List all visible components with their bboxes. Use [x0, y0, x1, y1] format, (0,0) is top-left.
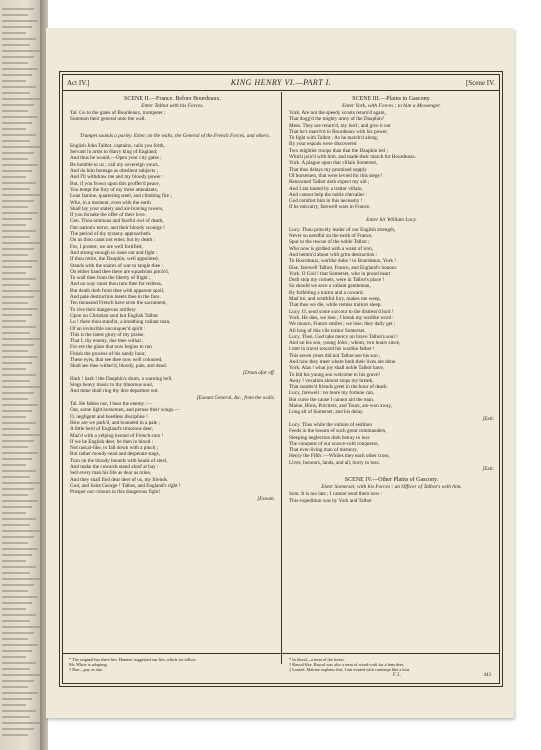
facing-page-text-line — [2, 392, 34, 394]
facing-page-text-line — [2, 590, 28, 592]
verse-block — [66, 143, 279, 370]
footnote: † Due—pay as due. — [69, 667, 103, 673]
facing-page-text-line — [2, 518, 36, 520]
verse-line: Which join'd with him, and made their march for Bourdeaux. — [289, 154, 416, 161]
facing-page-text-line — [2, 476, 30, 478]
facing-page-text-line — [2, 650, 32, 652]
verse-line: Doth stop my cornets, were in Talbot's place ! — [289, 277, 385, 284]
facing-page-text-line — [2, 698, 32, 700]
verse-line: Ten thousand French have ta'en the sacrament, — [70, 300, 167, 307]
facing-page-text-line — [2, 488, 34, 490]
verse-block — [66, 110, 279, 123]
facing-page-text-line — [2, 104, 34, 106]
verse-line: If he miscarry, farewell wars in France. — [289, 204, 371, 211]
facing-page-text-line — [2, 512, 26, 514]
verse-line: Renowned Talbot doth expect my aid ; — [289, 179, 370, 186]
verse-line: So should we save a valiant gentleman, — [289, 283, 371, 290]
facing-page-text-line — [2, 716, 30, 718]
verse-line: Lucy, farewell : no more my fortune can, — [289, 390, 375, 397]
stage-exit: [Exeunt. — [257, 495, 275, 502]
facing-page-text-line — [2, 344, 34, 346]
facing-page-text-line — [2, 668, 30, 670]
verse-line: Sleeping neglection doth betray to loss — [289, 434, 370, 441]
running-header — [63, 75, 499, 91]
verse-line: English John Talbot, captains, calls you forth, — [70, 142, 165, 149]
facing-page-text-line — [2, 218, 32, 220]
facing-page-text-line — [2, 596, 38, 598]
facing-page-text-line — [2, 680, 34, 682]
facing-page-text-line — [2, 626, 40, 628]
stage-entry: Enter York, with Forces ; to him a Messenger. — [342, 103, 441, 109]
facing-page-text-line — [2, 578, 40, 580]
verse-line: For ere the glass that now begins to run — [70, 344, 152, 351]
verse-line: York. A plague upon that villain Somerset, — [289, 160, 378, 167]
verse-line: York. Are not the speedy scouts return'd again, — [289, 110, 386, 116]
verse-line: This seven years did not Talbot see his son ; — [289, 352, 381, 359]
footnote: † Rascal-like. Rascal was also a term of wood-craft for a lean deer. — [289, 662, 405, 668]
facing-page-text-line — [2, 422, 36, 424]
verse-line: Gen. Thou ominous and fearful owl of death, — [70, 218, 164, 225]
footnotes-left — [69, 657, 269, 673]
facing-page-text-line — [2, 170, 32, 172]
facing-page-text-line — [2, 734, 28, 736]
verse-line: That I, thy enemy, due thee withal ; — [70, 338, 144, 345]
stage-entry: Enter Somerset, with his Forces ; an Officer of Talbot's with him. — [321, 484, 462, 491]
facing-page-text-line — [2, 284, 30, 286]
facing-page-text-line — [2, 410, 32, 412]
facing-page-text-line — [2, 374, 36, 376]
verse-line: But death doth front thee with apparent spoil, — [70, 287, 165, 294]
facing-page-text-line — [2, 674, 40, 676]
facing-page-text-line — [2, 272, 26, 274]
verse-line: Stands with the snares of war to tangle thee : — [70, 262, 163, 269]
verse-line: Two mightier troops than that the Dauphin led ; — [289, 147, 388, 154]
facing-page-text-line — [2, 62, 28, 64]
book-page — [46, 28, 514, 718]
facing-page-text-line — [2, 146, 40, 148]
facing-page-text-line — [2, 458, 32, 460]
facing-page-text-line — [2, 134, 36, 136]
verse-line: And pale destruction meets thee in the face. — [70, 294, 161, 301]
stage-direction: Trumpet sounds a parley. Enter, on the walls, the General of the French Forces, and others. — [80, 132, 271, 139]
verse-line: The conquest of our scarce-cold conqueror, — [289, 440, 379, 447]
facing-page-text-line — [2, 530, 40, 532]
verse-line: By forfeiting a traitor and a coward. — [289, 289, 364, 296]
facing-page-text-line — [2, 710, 36, 712]
verse-line: Feeds in the bosom of such great commanders, — [289, 428, 387, 435]
verse-line: But rather moody-mad and desperate stags, — [70, 451, 160, 458]
stage-entry: Enter Talbot with his Forces. — [141, 103, 204, 109]
facing-page-text-line — [2, 356, 38, 358]
facing-page-text-line — [2, 380, 30, 382]
facing-page-text-line — [2, 368, 26, 370]
verse-line: Long all of Somerset, and his delay. — [289, 409, 364, 416]
verse-line: Lean famine, quartering steel, and climbing fire ; — [70, 193, 172, 200]
footnotes-right — [289, 657, 489, 673]
stage-exit: [Exit. — [482, 415, 494, 422]
facing-page-text-line — [2, 686, 28, 688]
verse-line: To fight with Talbot : As he march'd along, — [289, 135, 379, 142]
facing-page-text-line — [2, 506, 32, 508]
facing-page-text-line — [2, 266, 32, 268]
facing-page-text-line — [2, 254, 28, 256]
verse-line: And I am louted by a traitor villain, — [289, 185, 363, 192]
facing-page-text-line — [2, 140, 30, 142]
verse-line: Lucy. Thus while the vulture of sedition — [289, 421, 372, 428]
right-column — [285, 94, 498, 652]
facing-page-text-line — [2, 398, 28, 400]
verse-line: And hemm'd about with grim destruction : — [289, 251, 378, 258]
verse-block — [66, 401, 279, 495]
facing-page-text-line — [2, 116, 38, 118]
scene-heading: SCENE II.—France. Before Bourdeaux. — [124, 96, 221, 102]
column-divider — [281, 92, 282, 664]
scene-heading: SCENE IV.—Other Plains of Gascony. — [344, 477, 439, 484]
scene-heading: SCENE III.—Plains in Gascony. — [352, 96, 431, 102]
facing-page-text-line — [2, 86, 36, 88]
facing-page-text-line — [2, 470, 36, 472]
verse-block — [285, 110, 498, 211]
verse-line: Tal. He fables not, I hear the enemy :— — [70, 401, 153, 408]
verse-line: Our nation's terror, and their bloody scourge ! — [70, 224, 165, 231]
facing-page-text-line — [2, 302, 28, 304]
verse-line: And on his son, young John ; whom, two hours since, — [289, 340, 401, 347]
facing-page-text-line — [2, 260, 38, 262]
facing-page-text-line — [2, 80, 26, 82]
facing-page-text-line — [2, 188, 30, 190]
facing-page-text-line — [2, 704, 26, 706]
verse-line: How are we park'd, and bounded in a pale ; — [70, 419, 160, 426]
facing-page-text-line — [2, 464, 26, 466]
facing-page-text-line — [2, 332, 30, 334]
facing-page-text-line — [2, 566, 36, 568]
text-frame — [62, 74, 500, 684]
verse-line: To wall thee from the liberty of flight ; — [70, 275, 151, 282]
verse-line: I met in travel toward his warlike father ! — [289, 346, 375, 353]
facing-page-text-line — [2, 248, 34, 250]
left-page-edge — [0, 0, 44, 750]
facing-page-text-line — [2, 212, 38, 214]
facing-page-text-line — [2, 482, 40, 484]
facing-page-text-line — [2, 500, 38, 502]
verse-line: God comfort him in this necessity ! — [289, 198, 363, 205]
verse-line: But curse the cause I cannot aid the man. — [289, 396, 375, 403]
facing-page-text-line — [2, 452, 38, 454]
verse-line: We mourn, France smiles ; we lose, they daily get ; — [289, 321, 396, 328]
facing-page-text-line — [2, 152, 34, 154]
facing-page-text-line — [2, 632, 34, 634]
facing-page-text-line — [2, 350, 28, 352]
facing-page-text-line — [2, 194, 40, 196]
verse-line: Not rascal-like, to fall down with a pinch ; — [70, 445, 159, 452]
verse-line: Maz'd with a yelping kennel of French curs ! — [70, 432, 164, 439]
facing-page-text-line — [2, 572, 30, 574]
verse-line: A little herd of England's timorous deer, — [70, 426, 153, 433]
verse-line: If thou retire, the Dauphin, well appointed, — [70, 256, 159, 263]
facing-page-text-line — [2, 278, 36, 280]
facing-page-text-line — [2, 74, 32, 76]
verse-line: By your espials were discovered — [289, 141, 357, 148]
facing-page-text-line — [2, 608, 26, 610]
footnote: Mr. White is adopting. — [69, 662, 108, 668]
facing-page-text-line — [2, 128, 26, 130]
facing-page-text-line — [2, 50, 40, 52]
facing-page-text-line — [2, 158, 28, 160]
verse-line: Mad ire, and wrathful fury, makes me weep, — [289, 296, 381, 303]
verse-line: Spur to the rescue of the noble Talbot ; — [289, 239, 370, 246]
signature-mark: F 2. — [393, 673, 401, 678]
facing-page-text-line — [2, 620, 30, 622]
facing-page-text-line — [2, 728, 34, 730]
facing-page-text-line — [2, 182, 36, 184]
facing-page-text-line — [2, 638, 28, 640]
verse-line: Lucy. Then, God take mercy on brave Talbot's soul ! — [289, 333, 398, 340]
facing-page-text-line — [2, 164, 38, 166]
verse-line: God, and Saint George ! Talbot, and England's right ! — [70, 482, 181, 489]
verse-line: Lucy. O, send some succour to the distress'd lord ! — [289, 308, 394, 315]
verse-line: This is the latest glory of thy praise, — [70, 331, 145, 338]
verse-line: Sings heavy music to thy timorous soul, — [70, 382, 154, 389]
facing-page-text-line — [2, 692, 38, 694]
stage-exit: [Exit. — [482, 466, 494, 473]
facing-page-text-line — [2, 602, 32, 604]
verse-line: Prosper our colours in this dangerous fight! — [70, 489, 161, 496]
facing-page-text-line — [2, 434, 40, 436]
facing-page-text-line — [2, 722, 40, 724]
footnote-rule — [63, 653, 499, 654]
verse-line: And they shall find dear deer of us, my friends. — [70, 476, 169, 483]
left-column — [66, 94, 279, 652]
facing-page-text-line — [2, 110, 28, 112]
footnote: ‡ Louted. Malone explains this, I am treated with contempt like a lout. — [289, 667, 411, 673]
verse-line: Hark ! hark ! the Dauphin's drum, a warning bell, — [70, 375, 173, 382]
verse-line: Lucy. Thou princely leader of our English strength, — [289, 226, 396, 233]
facing-page-text-line — [2, 644, 38, 646]
verse-line: Of horsemen, that were levied for this siege ! — [289, 172, 383, 179]
facing-page-text-line — [2, 428, 30, 430]
footnote: * In blood—a term of the forest. — [289, 657, 345, 662]
verse-line: If you forsake the offer of their love. — [70, 212, 146, 219]
verse-line: Be humble to us ; call my sovereign yours, — [70, 161, 159, 168]
facing-page-text-line — [2, 542, 28, 544]
verse-line: York. Alas ! what joy shall noble Talbot have, — [289, 365, 384, 372]
facing-page-text-line — [2, 662, 36, 664]
facing-page-text-line — [2, 122, 32, 124]
verse-line: For, I protest, we are well fortified, — [70, 243, 143, 250]
verse-line: Who, in a moment, even with the earth — [70, 199, 151, 206]
verse-line: O, negligent and heedless discipline ! — [70, 413, 148, 420]
verse-line: Away ! vexation almost stops my breath, — [289, 377, 374, 384]
verse-line: Finish the process of his sandy hour, — [70, 350, 146, 357]
verse-line: That thus we die, while remiss traitors sleep. — [289, 302, 382, 309]
stage-entry: Enter Sir William Lucy. — [366, 216, 417, 223]
facing-page-text-line — [2, 20, 38, 22]
verse-line: Servant in arms to Harry king of England; — [70, 149, 158, 156]
verse-line: Henry the Fifth :—Whiles they each other cross, — [289, 453, 390, 460]
verse-line: York. He dies, we lose ; I break my warlike word : — [289, 314, 394, 321]
verse-line: To rive their dangerous artillery — [70, 306, 136, 313]
facing-page-text-line — [2, 98, 40, 100]
facing-page-text-line — [2, 236, 30, 238]
verse-line: Out, some light horsemen, and peruse their wings.— — [70, 407, 180, 414]
facing-page-text-line — [2, 326, 36, 328]
facing-page-text-line — [2, 560, 26, 562]
verse-line: That dogg'd the mighty army of the Dauphin? — [289, 116, 385, 123]
facing-page-text-line — [2, 320, 26, 322]
facing-page-text-line — [2, 656, 26, 658]
verse-line: But, if you frown upon this proffer'd peace, — [70, 180, 161, 187]
facing-page-text-line — [2, 416, 26, 418]
facing-page-text-line — [2, 68, 38, 70]
facing-page-text-line — [2, 38, 36, 40]
facing-page-text-line — [2, 536, 34, 538]
verse-line: All long of this vile traitor Somerset. — [289, 327, 366, 334]
verse-block — [66, 376, 279, 395]
verse-line: Lo ! there thou stand'st, a breathing valiant man, — [70, 319, 171, 326]
facing-page-text-line — [2, 524, 30, 526]
stage-exit: [Drum afar off. — [242, 369, 275, 376]
verse-line: These eyes, that see thee now well coloured, — [70, 356, 163, 363]
facing-page-text-line — [2, 32, 26, 34]
verse-block — [285, 422, 498, 466]
facing-page-text-line — [2, 176, 26, 178]
facing-page-text-line — [2, 296, 34, 298]
verse-line: Upon no Christian soul but English Talbot. — [70, 312, 160, 319]
verse-line: To Bourdeaux, warlike duke ! to Bourdeaux, York ! — [289, 258, 396, 265]
verse-line: That sunder'd friends greet in the hour of death. — [289, 384, 388, 391]
verse-line: On us thou canst not enter, but by death : — [70, 237, 156, 244]
verse-line: If we be English deer, be then in blood : — [70, 438, 154, 445]
verse-line: Of an invincible unconquer'd spirit : — [70, 325, 146, 332]
facing-page-text-line — [2, 362, 32, 364]
verse-line: To bid his young son welcome to his grave? — [289, 371, 381, 378]
verse-line: Shall lay your stately and air-braving towers, — [70, 205, 164, 212]
verse-line: And thus he would,—Open your city gates ; — [70, 155, 162, 162]
facing-page-text-line — [2, 584, 34, 586]
verse-line: That he's march'd to Bourdeaux with his power, — [289, 128, 389, 135]
verse-line: And cannot help the noble chevalier : — [289, 191, 367, 198]
facing-page-text-line — [2, 338, 40, 340]
stage-exit: [Exeunt General, &c., from the walls. — [196, 394, 275, 401]
verse-line: Mess. They are return'd, my lord ; and give it out — [289, 122, 391, 129]
verse-line: That ever-living man of memory, — [289, 447, 358, 454]
header-act: Act IV.] — [67, 79, 90, 87]
facing-page-text-line — [2, 224, 26, 226]
facing-page-text-line — [2, 200, 34, 202]
verse-line: That thus delays my promised supply — [289, 166, 367, 173]
verse-line: And I'll withdraw me and my bloody power : — [70, 174, 164, 181]
verse-line: You tempt the fury of my three attendants, — [70, 186, 158, 193]
facing-page-text-line — [2, 92, 30, 94]
verse-line: Else, farewell Talbot, France, and England's honour. — [289, 264, 398, 271]
verse-line: Maine, Blois, Poictiers, and Tours, are won away, — [289, 403, 392, 410]
verse-line: And make the cowards stand aloof at bay : — [70, 464, 159, 471]
verse-line: Tal. Go to the gates of Bourdeaux, trumpeter ; — [70, 110, 166, 116]
header-scene: [Scene IV. — [465, 79, 495, 87]
facing-page-text-line — [2, 446, 28, 448]
verse-line: Sell every man his life as dear as mine, — [70, 470, 152, 477]
facing-page-text-line — [2, 404, 38, 406]
facing-page-text-line — [2, 440, 34, 442]
verse-block — [285, 227, 498, 416]
verse-line: On either hand thee there are squadrons pitch'd, — [70, 268, 169, 275]
facing-page-text-line — [2, 56, 34, 58]
facing-page-text-line — [2, 290, 40, 292]
verse-line: And no way canst thou turn thee for redress, — [70, 281, 163, 288]
verse-line: Who now is girdled with a waist of iron, — [289, 245, 373, 252]
facing-page-text-line — [2, 26, 32, 28]
facing-page-text-line — [2, 554, 32, 556]
header-title: KING HENRY VI.—PART I. — [230, 78, 332, 87]
verse-line: And strong enough to issue out and fight : — [70, 249, 158, 256]
page-number: 443 — [483, 673, 491, 678]
facing-page-text-line — [2, 308, 38, 310]
facing-page-text-line — [2, 548, 38, 550]
facing-page-text-line — [2, 8, 34, 10]
facing-page-text-line — [2, 230, 36, 232]
verse-line: Som. It is too late ; I cannot send them now : — [289, 491, 383, 498]
facing-page-text-line — [2, 494, 28, 496]
verse-line: And mine shall ring thy dire departure out. — [70, 388, 159, 395]
verse-line: Never so needful on the earth of France, — [289, 233, 373, 240]
facing-page-text-line — [2, 386, 40, 388]
verse-line: And do him homage as obedient subjects ; — [70, 168, 159, 175]
verse-line: Summon their general unto the wall. — [70, 116, 146, 123]
facing-page-text-line — [2, 614, 36, 616]
verse-line: The period of thy tyranny approacheth. — [70, 231, 152, 238]
facing-page-text-line — [2, 242, 40, 244]
footnote: * The original has there lies. Hanmer suggested our lies, which we follow. — [69, 657, 197, 662]
verse-line: Turn on the bloody hounds with heads of steel, — [70, 457, 168, 464]
facing-page-text-line — [2, 314, 32, 316]
verse-line: Shall see thee wither'd, bloody, pale, and dead. — [70, 363, 167, 370]
verse-block — [285, 491, 498, 504]
verse-line: York. O God ! that Somerset, who in proud heart — [289, 270, 391, 277]
verse-line: Lives, honours, lands, and all, hurry to loss. — [289, 459, 380, 466]
facing-page-text-line — [2, 206, 28, 208]
verse-line: And now they meet where both their lives are done. — [289, 358, 397, 365]
verse-line: This expedition was by York and Talbot — [289, 497, 372, 504]
facing-page-text-line — [2, 44, 30, 46]
facing-page-text-line — [2, 14, 28, 16]
